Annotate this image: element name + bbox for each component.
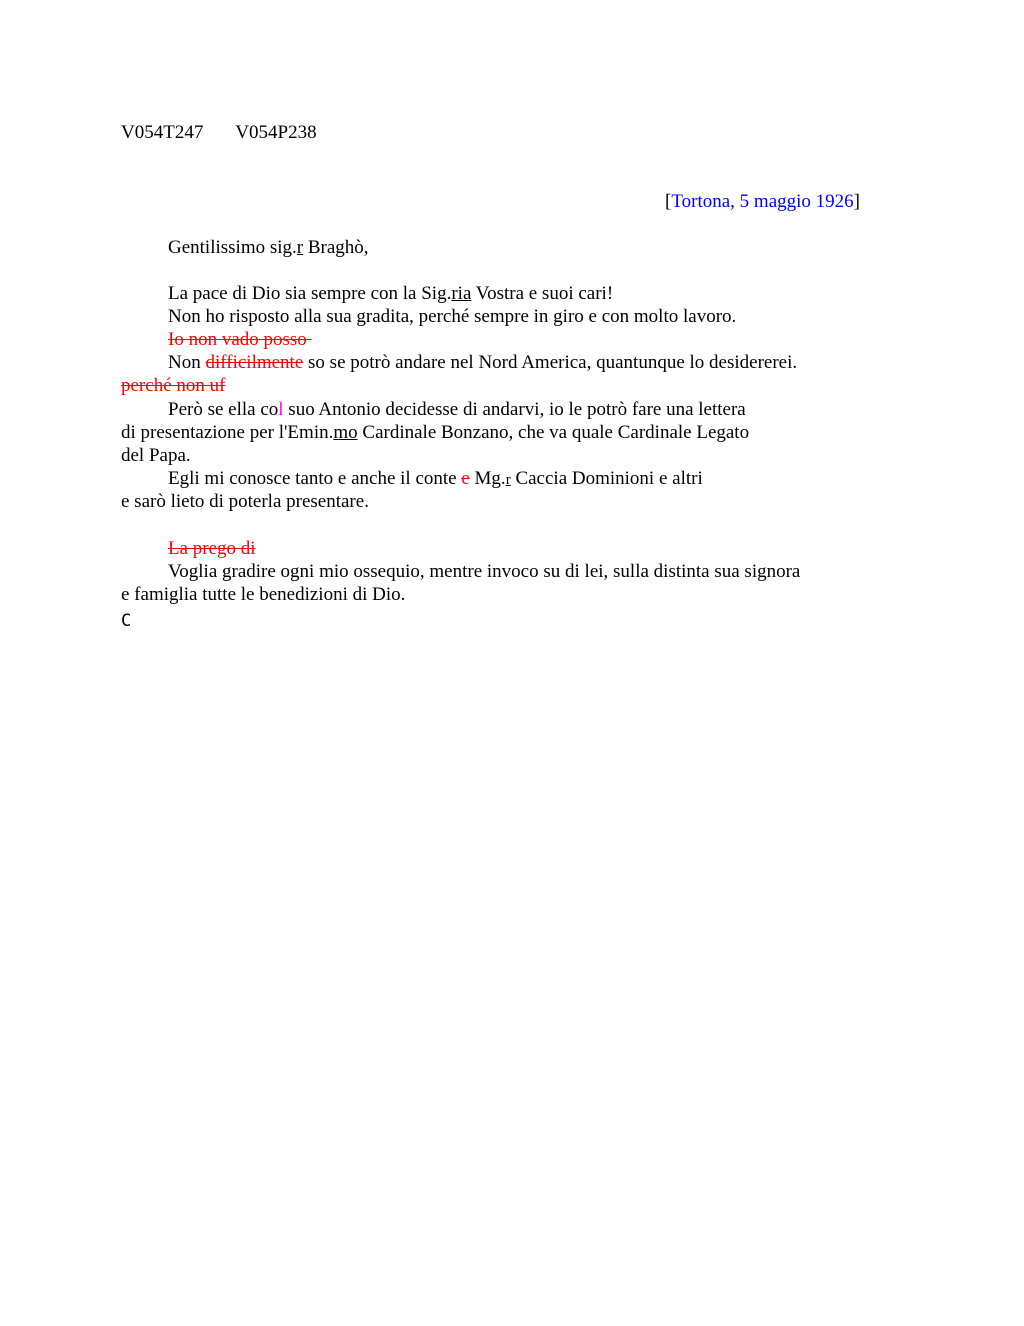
body-line-6: Però se ella col suo Antonio decidesse di andarvi, io le potrò fare una lettera bbox=[168, 399, 746, 420]
header-codes bbox=[121, 121, 317, 144]
deleted-word: e bbox=[461, 468, 470, 489]
abbreviation: r bbox=[296, 237, 304, 258]
salutation: Gentilissimo sig.r Braghò, bbox=[168, 237, 369, 258]
signature-mark: C bbox=[121, 611, 132, 631]
body-line-10: e sarò lieto di poterla presentare. bbox=[121, 491, 369, 512]
abbreviation: mo bbox=[333, 422, 358, 443]
deleted-line-2: perché non uf bbox=[121, 375, 226, 396]
abbreviation: ria bbox=[451, 283, 472, 304]
closing-line-2: e famiglia tutte le benedizioni di Dio. bbox=[121, 584, 406, 605]
deleted-word: difficilmente bbox=[205, 352, 304, 373]
body-line-1: La pace di Dio sia sempre con la Sig.ria Vostra e suoi cari! bbox=[168, 283, 614, 304]
letter-date: [Tortona, 5 maggio 1926] bbox=[665, 191, 860, 212]
closing-line-1: Voglia gradire ogni mio ossequio, mentre invoco su di lei, sulla distinta sua signora bbox=[168, 561, 801, 582]
body-line-4: Non difficilmente so se potrò andare nel Nord America, quantunque lo desidererei. bbox=[168, 352, 798, 373]
body-line-7: di presentazione per l'Emin.mo Cardinale Bonzano, che va quale Cardinale Legato bbox=[121, 422, 750, 443]
deleted-line-1: Io non vado posso bbox=[168, 329, 312, 350]
added-letter: l bbox=[278, 399, 284, 420]
page-code: V054P238 bbox=[235, 122, 317, 143]
body-line-8: del Papa. bbox=[121, 445, 191, 466]
abbreviation: r bbox=[505, 472, 511, 488]
date-text: Tortona, 5 maggio 1926 bbox=[671, 191, 854, 212]
deleted-line-3: La prego di bbox=[168, 538, 256, 559]
volume-code: V054T247 bbox=[121, 122, 204, 143]
body-line-9: Egli mi conosce tanto e anche il conte e Mg.r Caccia Dominioni e altri bbox=[168, 468, 703, 489]
body-line-2: Non ho risposto alla sua gradita, perché sempre in giro e con molto lavoro. bbox=[168, 306, 737, 327]
